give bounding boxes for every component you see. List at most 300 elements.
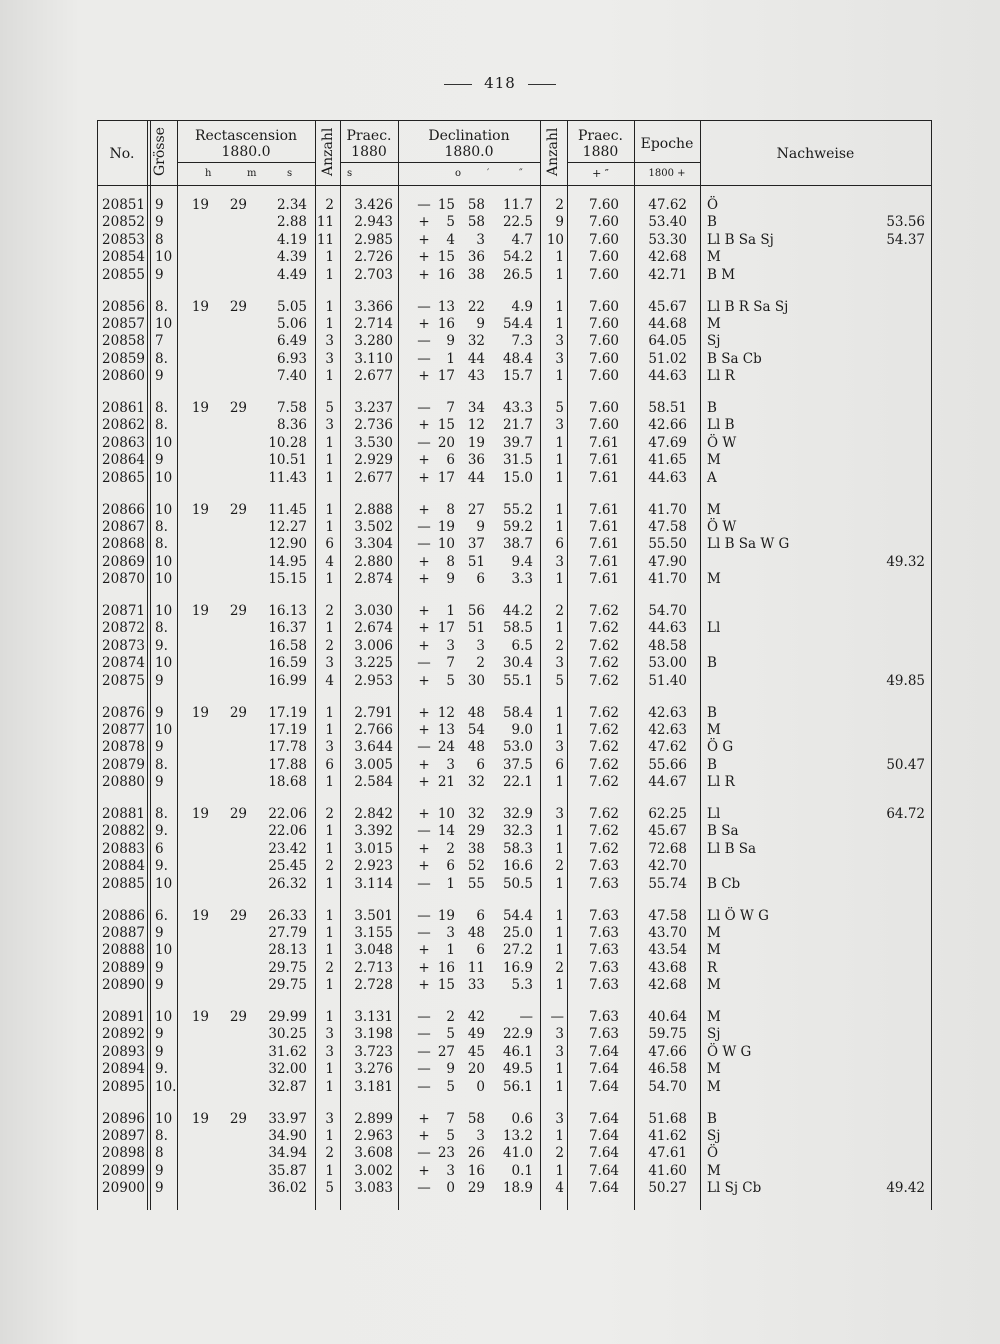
cell-sign: +	[418, 942, 430, 959]
cell-ds: 54.4	[502, 907, 533, 924]
cell-p1: 3.002	[354, 1162, 393, 1179]
cell-dd: 16	[437, 315, 455, 332]
cell-no: 20851	[102, 197, 145, 213]
cell-n2: 1	[555, 434, 564, 451]
cell-s: 5.06	[276, 315, 307, 332]
cell-sign: —	[417, 1026, 431, 1043]
cell-n2: 4	[555, 1180, 564, 1197]
cell-n1: 1	[325, 518, 334, 535]
cell-n1: 1	[325, 434, 334, 451]
cell-p1: 2.923	[354, 858, 393, 875]
cell-n2: 2	[555, 603, 564, 619]
cell-p1: 2.943	[354, 214, 393, 231]
cell-n1: 1	[325, 1061, 334, 1078]
cell-p2: 7.63	[588, 959, 619, 976]
cell-sign: —	[417, 907, 431, 924]
header-no: No.	[109, 146, 135, 162]
cell-p1: 3.030	[354, 603, 393, 619]
cell-n2: 2	[555, 197, 564, 213]
cell-s: 17.78	[268, 739, 307, 756]
cell-s: 33.97	[268, 1110, 307, 1127]
cell-nw: M	[707, 1061, 721, 1078]
decl-unit-sec: ″	[519, 168, 523, 179]
cell-ds: 21.7	[502, 417, 533, 434]
cell-p2: 7.64	[588, 1127, 619, 1144]
cell-ep: 54.70	[648, 603, 687, 619]
cell-dd: 14	[437, 823, 455, 840]
cell-p2: 7.62	[588, 655, 619, 672]
cell-ep: 55.66	[648, 756, 687, 773]
cell-n1: 1	[325, 249, 334, 266]
cell-ep: 42.71	[648, 266, 687, 283]
cell-sign: +	[418, 774, 430, 791]
cell-n2: 1	[555, 823, 564, 840]
cell-no: 20862	[102, 417, 145, 434]
cell-p2: 7.61	[588, 536, 619, 553]
cell-n2: 3	[555, 333, 564, 350]
cell-n2: 2	[555, 959, 564, 976]
praec-ra-unit: s	[347, 168, 353, 179]
cell-no: 20866	[102, 501, 145, 518]
cell-ep: 47.58	[648, 907, 687, 924]
cell-ep: 55.74	[648, 875, 687, 892]
cell-s: 32.00	[268, 1061, 307, 1078]
cell-p1: 3.048	[354, 942, 393, 959]
cell-g: 9	[155, 959, 164, 976]
cell-s: 31.62	[268, 1043, 307, 1060]
cell-nw: R	[707, 959, 718, 976]
cell-n1: 4	[325, 672, 334, 689]
cell-no: 20888	[102, 942, 145, 959]
cell-g: 8	[155, 1145, 164, 1162]
cell-p1: 3.426	[354, 197, 393, 213]
cell-s: 34.94	[268, 1145, 307, 1162]
cell-sign: +	[418, 858, 430, 875]
cell-dm: 0	[476, 1078, 485, 1095]
cell-nw: M	[707, 942, 721, 959]
cell-no: 20892	[102, 1026, 145, 1043]
cell-h: 19	[191, 400, 209, 416]
cell-p2: 7.64	[588, 1078, 619, 1095]
cell-g: 10	[155, 501, 173, 518]
cell-p1: 3.015	[354, 840, 393, 857]
cell-no: 20891	[102, 1009, 145, 1025]
cell-n2: 10	[546, 231, 564, 248]
cell-n2: 1	[555, 977, 564, 994]
cell-ep: 44.67	[648, 774, 687, 791]
cell-n1: 3	[325, 350, 334, 367]
cell-sign: —	[417, 1061, 431, 1078]
cell-p1: 3.280	[354, 333, 393, 350]
cell-sign: +	[418, 266, 430, 283]
cell-n2: 1	[555, 249, 564, 266]
cell-h: 19	[191, 501, 209, 518]
cell-no: 20869	[102, 553, 145, 570]
cell-no: 20861	[102, 400, 145, 416]
cell-g: 8.	[155, 350, 168, 367]
cell-g: 9.	[155, 1061, 168, 1078]
cell-no: 20860	[102, 368, 145, 385]
cell-p1: 2.880	[354, 553, 393, 570]
cell-ep: 62.25	[648, 806, 687, 822]
cell-p2: 7.61	[588, 434, 619, 451]
cell-p2: 7.60	[588, 249, 619, 266]
cell-s: 35.87	[268, 1162, 307, 1179]
cell-s: 29.75	[268, 959, 307, 976]
cell-n1: 3	[325, 1043, 334, 1060]
cell-n1: 1	[325, 942, 334, 959]
cell-ep: 53.00	[648, 655, 687, 672]
cell-no: 20858	[102, 333, 145, 350]
cell-sign: —	[417, 333, 431, 350]
cell-ds: 37.5	[502, 756, 533, 773]
cell-s: 16.59	[268, 655, 307, 672]
header-groesse: Grösse	[152, 127, 168, 176]
cell-s: 17.19	[268, 704, 307, 721]
cell-n2: 1	[555, 266, 564, 283]
cell-ds: 38.7	[502, 536, 533, 553]
cell-p1: 3.110	[354, 350, 393, 367]
cell-s: 14.95	[268, 553, 307, 570]
cell-dm: 42	[467, 1009, 485, 1025]
cell-dd: 15	[437, 249, 455, 266]
cell-p2: 7.63	[588, 907, 619, 924]
cell-ds: 43.3	[502, 400, 533, 416]
cell-g: 10	[155, 571, 173, 588]
cell-ep: 51.02	[648, 350, 687, 367]
cell-dm: 2	[476, 655, 485, 672]
cell-dd: 0	[446, 1180, 455, 1197]
cell-sign: —	[417, 518, 431, 535]
cell-n1: 2	[325, 858, 334, 875]
cell-nw: B	[707, 704, 717, 721]
cell-dm: 54	[467, 721, 485, 738]
cell-dd: 2	[446, 1009, 455, 1025]
cell-n1: 1	[325, 704, 334, 721]
cell-dd: 3	[446, 1162, 455, 1179]
cell-g: 9	[155, 672, 164, 689]
cell-p2: 7.61	[588, 571, 619, 588]
cell-no: 20881	[102, 806, 145, 822]
cell-nw: Ll	[707, 806, 721, 822]
cell-p1: 3.131	[354, 1009, 393, 1025]
cell-ds: 59.2	[502, 518, 533, 535]
cell-m: 29	[229, 806, 247, 822]
cell-g: 10	[155, 1009, 173, 1025]
cell-n2: 1	[555, 368, 564, 385]
cell-dm: 58	[467, 197, 485, 213]
cell-dm: 19	[467, 434, 485, 451]
cell-ep: 41.60	[648, 1162, 687, 1179]
cell-g: 8.	[155, 298, 168, 315]
cell-s: 6.49	[276, 333, 307, 350]
cell-n2: 1	[555, 840, 564, 857]
cell-s: 27.79	[268, 924, 307, 941]
cell-extra: 49.32	[886, 553, 925, 570]
cell-nw: Ö	[707, 1145, 719, 1162]
cell-no: 20880	[102, 774, 145, 791]
cell-n2: 3	[555, 1110, 564, 1127]
cell-n1: 2	[325, 637, 334, 654]
cell-dm: 30	[467, 672, 485, 689]
cell-dd: 5	[446, 214, 455, 231]
cell-dm: 52	[467, 858, 485, 875]
cell-n2: 5	[555, 672, 564, 689]
cell-p1: 2.842	[354, 806, 393, 822]
cell-nw: M	[707, 977, 721, 994]
cell-s: 30.25	[268, 1026, 307, 1043]
cell-dm: 36	[467, 249, 485, 266]
cell-dd: 3	[446, 756, 455, 773]
cell-dm: 44	[467, 350, 485, 367]
cell-p2: 7.60	[588, 197, 619, 213]
cell-s: 10.51	[268, 452, 307, 469]
cell-sign: —	[417, 400, 431, 416]
cell-dm: 45	[467, 1043, 485, 1060]
cell-n1: 1	[325, 977, 334, 994]
cell-nw: Sj	[707, 333, 721, 350]
cell-no: 20882	[102, 823, 145, 840]
cell-ds: 6.5	[511, 637, 533, 654]
cell-nw: Ö W	[707, 518, 737, 535]
cell-nw: B	[707, 214, 717, 231]
cell-dm: 29	[467, 823, 485, 840]
cell-g: 10	[155, 469, 173, 486]
cell-dm: 6	[476, 907, 485, 924]
header-decl: Declination 1880.0	[428, 128, 510, 160]
cell-no: 20856	[102, 298, 145, 315]
cell-nw: B	[707, 655, 717, 672]
cell-dd: 5	[446, 672, 455, 689]
cell-no: 20859	[102, 350, 145, 367]
cell-no: 20886	[102, 907, 145, 924]
cell-n1: 1	[325, 1162, 334, 1179]
cell-ds: 16.6	[502, 858, 533, 875]
cell-sign: +	[418, 417, 430, 434]
cell-n2: 6	[555, 756, 564, 773]
cell-dd: 1	[446, 942, 455, 959]
cell-dm: 20	[467, 1061, 485, 1078]
cell-g: 9	[155, 1162, 164, 1179]
cell-g: 9	[155, 452, 164, 469]
cell-s: 15.15	[268, 571, 307, 588]
cell-no: 20872	[102, 620, 145, 637]
cell-s: 7.40	[276, 368, 307, 385]
cell-p1: 3.530	[354, 434, 393, 451]
cell-dd: 9	[446, 571, 455, 588]
cell-ep: 48.58	[648, 637, 687, 654]
cell-n1: 2	[325, 959, 334, 976]
cell-ds: 15.0	[502, 469, 533, 486]
cell-extra: 49.85	[886, 672, 925, 689]
cell-ds: 11.7	[502, 197, 533, 213]
cell-s: 36.02	[268, 1180, 307, 1197]
cell-n2: 3	[555, 806, 564, 822]
cell-ep: 42.68	[648, 977, 687, 994]
cell-ds: 41.0	[502, 1145, 533, 1162]
cell-ep: 41.65	[648, 452, 687, 469]
cell-p1: 2.726	[354, 249, 393, 266]
cell-n1: 1	[325, 907, 334, 924]
cell-s: 10.28	[268, 434, 307, 451]
cell-p2: 7.63	[588, 942, 619, 959]
cell-h: 19	[191, 907, 209, 924]
cell-ep: 44.63	[648, 368, 687, 385]
cell-p1: 3.114	[354, 875, 393, 892]
cell-s: 4.19	[276, 231, 307, 248]
header-praec-ra: Praec. 1880	[346, 128, 392, 160]
cell-ds: 50.5	[502, 875, 533, 892]
header-anzahl: Anzahl	[320, 127, 336, 176]
cell-p1: 2.791	[354, 704, 393, 721]
cell-sign: —	[417, 1180, 431, 1197]
cell-n2: —	[550, 1009, 564, 1025]
cell-g: 9	[155, 197, 164, 213]
cell-dm: 27	[467, 501, 485, 518]
cell-nw: M	[707, 452, 721, 469]
cell-p1: 3.237	[354, 400, 393, 416]
cell-dd: 13	[437, 298, 455, 315]
cell-s: 17.19	[268, 721, 307, 738]
cell-g: 6.	[155, 907, 168, 924]
cell-n1: 11	[316, 214, 334, 231]
cell-s: 11.43	[268, 469, 307, 486]
cell-p2: 7.62	[588, 672, 619, 689]
cell-n1: 1	[325, 1078, 334, 1095]
cell-dd: 20	[437, 434, 455, 451]
cell-nw: M	[707, 315, 721, 332]
ra-unit-m: m	[247, 168, 257, 179]
cell-p1: 3.181	[354, 1078, 393, 1095]
cell-m: 29	[229, 400, 247, 416]
cell-ep: 42.63	[648, 704, 687, 721]
cell-p2: 7.60	[588, 350, 619, 367]
cell-ep: 44.63	[648, 469, 687, 486]
cell-n2: 1	[555, 924, 564, 941]
cell-dm: 48	[467, 739, 485, 756]
cell-n1: 1	[325, 840, 334, 857]
cell-ep: 55.50	[648, 536, 687, 553]
cell-dd: 3	[446, 637, 455, 654]
cell-n2: 1	[555, 1061, 564, 1078]
cell-dd: 17	[437, 469, 455, 486]
cell-dd: 12	[437, 704, 455, 721]
cell-sign: +	[418, 840, 430, 857]
cell-dm: 6	[476, 942, 485, 959]
cell-ds: 32.3	[502, 823, 533, 840]
cell-dm: 36	[467, 452, 485, 469]
cell-n2: 1	[555, 1127, 564, 1144]
cell-g: 10	[155, 875, 173, 892]
cell-n2: 1	[555, 774, 564, 791]
cell-s: 6.93	[276, 350, 307, 367]
cell-g: 7	[155, 333, 164, 350]
cell-n1: 3	[325, 655, 334, 672]
cell-n2: 1	[555, 942, 564, 959]
cell-ep: 42.66	[648, 417, 687, 434]
cell-no: 20887	[102, 924, 145, 941]
cell-ds: 54.2	[502, 249, 533, 266]
cell-p2: 7.60	[588, 333, 619, 350]
cell-n2: 3	[555, 350, 564, 367]
cell-nw: M	[707, 1162, 721, 1179]
cell-n2: 1	[555, 501, 564, 518]
cell-n1: 3	[325, 739, 334, 756]
cell-ep: 44.68	[648, 315, 687, 332]
cell-nw: B M	[707, 266, 736, 283]
cell-ds: 22.9	[502, 1026, 533, 1043]
cell-ds: 58.4	[502, 704, 533, 721]
cell-p2: 7.64	[588, 1061, 619, 1078]
cell-n2: 1	[555, 518, 564, 535]
cell-ep: 41.70	[648, 501, 687, 518]
cell-n2: 3	[555, 417, 564, 434]
cell-n1: 1	[325, 501, 334, 518]
cell-n1: 5	[325, 1180, 334, 1197]
cell-ep: 72.68	[648, 840, 687, 857]
cell-ds: 55.1	[502, 672, 533, 689]
cell-nw: B Sa Cb	[707, 350, 762, 367]
cell-dm: 3	[476, 637, 485, 654]
cell-p2: 7.64	[588, 1043, 619, 1060]
cell-p1: 2.674	[354, 620, 393, 637]
cell-sign: +	[418, 214, 430, 231]
cell-ep: 42.63	[648, 721, 687, 738]
cell-dd: 17	[437, 620, 455, 637]
cell-ep: 64.05	[648, 333, 687, 350]
cell-s: 2.34	[276, 197, 307, 213]
cell-dd: 1	[446, 875, 455, 892]
cell-ds: 0.1	[511, 1162, 533, 1179]
cell-p2: 7.60	[588, 266, 619, 283]
cell-dd: 15	[437, 417, 455, 434]
cell-p2: 7.62	[588, 823, 619, 840]
cell-n2: 1	[555, 571, 564, 588]
cell-ds: 32.9	[502, 806, 533, 822]
ra-unit-s: s	[287, 168, 293, 179]
cell-no: 20868	[102, 536, 145, 553]
cell-n1: 1	[325, 469, 334, 486]
cell-no: 20889	[102, 959, 145, 976]
cell-nw: B	[707, 1110, 717, 1127]
cell-p1: 3.608	[354, 1145, 393, 1162]
cell-nw: Ll Ö W G	[707, 907, 769, 924]
cell-no: 20857	[102, 315, 145, 332]
cell-dd: 7	[446, 655, 455, 672]
cell-g: 8.	[155, 756, 168, 773]
cell-dd: 1	[446, 350, 455, 367]
cell-extra: 64.72	[886, 806, 925, 822]
cell-dm: 11	[467, 959, 485, 976]
cell-p1: 2.766	[354, 721, 393, 738]
cell-p1: 3.225	[354, 655, 393, 672]
cell-ds: 39.7	[502, 434, 533, 451]
cell-sign: +	[418, 571, 430, 588]
cell-p2: 7.63	[588, 924, 619, 941]
cell-sign: —	[417, 434, 431, 451]
cell-nw: Ö	[707, 197, 719, 213]
cell-sign: +	[418, 620, 430, 637]
cell-sign: +	[418, 469, 430, 486]
cell-m: 29	[229, 298, 247, 315]
cell-n1: 3	[325, 333, 334, 350]
cell-h: 19	[191, 1009, 209, 1025]
cell-nw: Ll R	[707, 774, 735, 791]
cell-n2: 2	[555, 637, 564, 654]
cell-ep: 43.68	[648, 959, 687, 976]
cell-n2: 1	[555, 875, 564, 892]
decl-unit-min: ′	[487, 168, 490, 179]
